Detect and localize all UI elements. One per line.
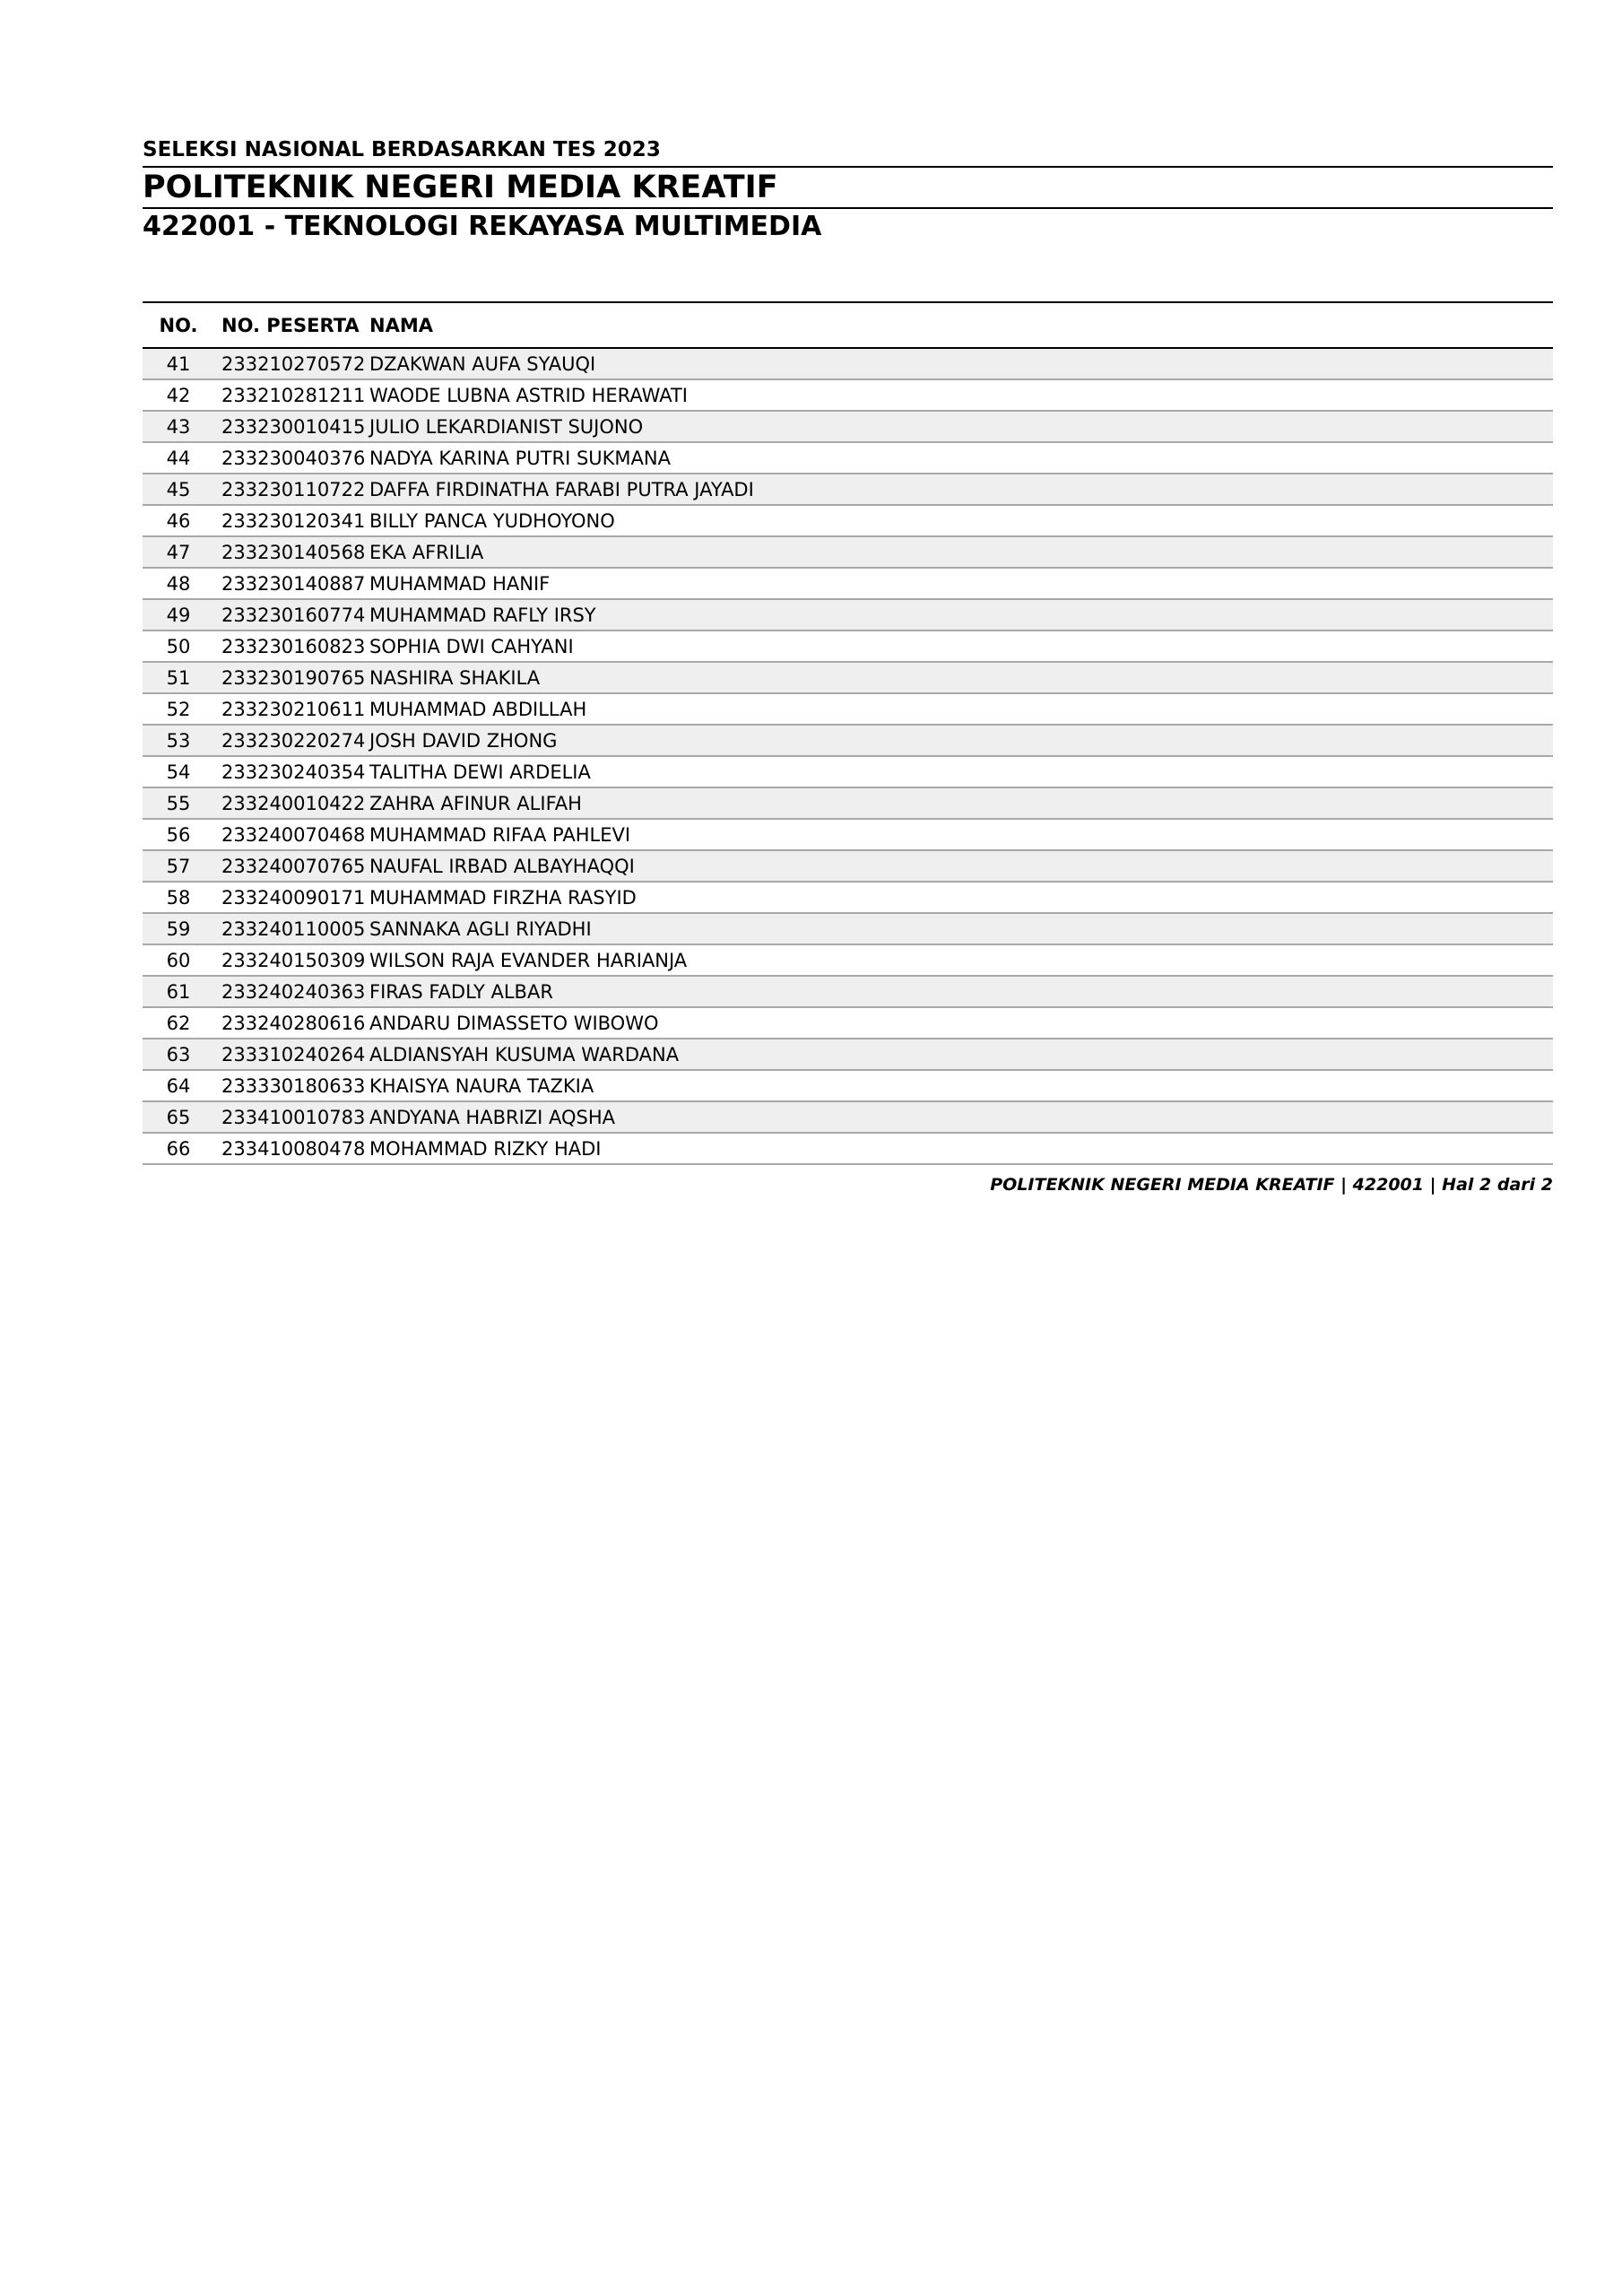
cell-peserta: 233210281211 <box>221 384 366 406</box>
table-row <box>143 600 1553 631</box>
cell-nama: MUHAMMAD FIRZHA RASYID <box>369 886 637 909</box>
cell-nama: MOHAMMAD RIZKY HADI <box>369 1137 602 1160</box>
cell-nama: NASHIRA SHAKILA <box>369 666 541 689</box>
cell-peserta: 233240110005 <box>221 918 366 940</box>
cell-no: 48 <box>166 572 191 595</box>
cell-peserta: 233240150309 <box>221 949 366 971</box>
cell-nama: ANDARU DIMASSETO WIBOWO <box>369 1012 659 1034</box>
cell-no: 42 <box>166 384 191 406</box>
cell-nama: ANDYANA HABRIZI AQSHA <box>369 1106 616 1128</box>
program-title: 422001 - TEKNOLOGI REKAYASA MULTIMEDIA <box>143 211 822 242</box>
table-row <box>143 726 1553 757</box>
cell-no: 65 <box>166 1106 191 1128</box>
cell-peserta: 233240010422 <box>221 792 366 814</box>
table-row <box>143 412 1553 443</box>
cell-peserta: 233410080478 <box>221 1137 366 1160</box>
cell-peserta: 233240090171 <box>221 886 366 909</box>
table-row <box>143 1134 1553 1165</box>
cell-peserta: 233230210611 <box>221 698 366 720</box>
cell-no: 64 <box>166 1074 191 1097</box>
cell-peserta: 233240280616 <box>221 1012 366 1034</box>
cell-peserta: 233230190765 <box>221 666 366 689</box>
cell-nama: MUHAMMAD HANIF <box>369 572 551 595</box>
cell-nama: JULIO LEKARDIANIST SUJONO <box>369 415 644 438</box>
cell-no: 44 <box>166 447 191 469</box>
table-body <box>143 349 1553 1165</box>
cell-peserta: 233230040376 <box>221 447 366 469</box>
cell-peserta: 233230010415 <box>221 415 366 438</box>
column-header-nama: NAMA <box>369 314 433 336</box>
cell-peserta: 233210270572 <box>221 352 366 375</box>
cell-no: 55 <box>166 792 191 814</box>
cell-nama: DZAKWAN AUFA SYAUQI <box>369 352 596 375</box>
table-row <box>143 1008 1553 1039</box>
cell-nama: NAUFAL IRBAD ALBAYHAQQI <box>369 855 635 877</box>
table-row <box>143 663 1553 694</box>
table-row <box>143 945 1553 977</box>
table-row <box>143 380 1553 412</box>
cell-no: 57 <box>166 855 191 877</box>
cell-nama: TALITHA DEWI ARDELIA <box>369 761 591 783</box>
cell-peserta: 233240070468 <box>221 823 366 846</box>
cell-nama: DAFFA FIRDINATHA FARABI PUTRA JAYADI <box>369 478 754 500</box>
cell-peserta: 233230160774 <box>221 604 366 626</box>
column-header-no: NO. <box>159 314 198 336</box>
cell-no: 47 <box>166 541 191 563</box>
cell-peserta: 233410010783 <box>221 1106 366 1128</box>
cell-peserta: 233230240354 <box>221 761 366 783</box>
page-footer: POLITEKNIK NEGERI MEDIA KREATIF | 422001 | Hal 2 dari 2 <box>990 1175 1553 1195</box>
cell-no: 41 <box>166 352 191 375</box>
cell-nama: SOPHIA DWI CAHYANI <box>369 635 574 657</box>
cell-nama: MUHAMMAD RIFAA PAHLEVI <box>369 823 631 846</box>
cell-nama: SANNAKA AGLI RIYADHI <box>369 918 592 940</box>
cell-nama: MUHAMMAD RAFLY IRSY <box>369 604 596 626</box>
cell-peserta: 233310240264 <box>221 1043 366 1065</box>
table-row <box>143 631 1553 663</box>
cell-peserta: 233240240363 <box>221 980 366 1003</box>
table-row <box>143 474 1553 506</box>
cell-no: 66 <box>166 1137 191 1160</box>
cell-nama: EKA AFRILIA <box>369 541 484 563</box>
cell-no: 54 <box>166 761 191 783</box>
cell-no: 53 <box>166 729 191 752</box>
cell-nama: BILLY PANCA YUDHOYONO <box>369 509 615 532</box>
table-row <box>143 1039 1553 1071</box>
cell-no: 60 <box>166 949 191 971</box>
cell-nama: ALDIANSYAH KUSUMA WARDANA <box>369 1043 680 1065</box>
table-row <box>143 788 1553 820</box>
table-row <box>143 977 1553 1008</box>
table-row <box>143 757 1553 788</box>
cell-peserta: 233230160823 <box>221 635 366 657</box>
table-row <box>143 1071 1553 1102</box>
table-row <box>143 883 1553 914</box>
cell-nama: MUHAMMAD ABDILLAH <box>369 698 587 720</box>
table-row <box>143 694 1553 726</box>
event-title: SELEKSI NASIONAL BERDASARKAN TES 2023 <box>143 135 1553 168</box>
cell-no: 58 <box>166 886 191 909</box>
cell-no: 45 <box>166 478 191 500</box>
table-row <box>143 569 1553 600</box>
cell-peserta: 233330180633 <box>221 1074 366 1097</box>
cell-no: 56 <box>166 823 191 846</box>
table-row <box>143 1102 1553 1134</box>
cell-nama: JOSH DAVID ZHONG <box>369 729 558 752</box>
participant-table <box>143 301 1553 1165</box>
table-row <box>143 851 1553 883</box>
cell-no: 52 <box>166 698 191 720</box>
document-page <box>143 135 1553 1196</box>
table-row <box>143 820 1553 851</box>
table-row <box>143 914 1553 945</box>
table-row <box>143 506 1553 537</box>
cell-no: 61 <box>166 980 191 1003</box>
cell-no: 49 <box>166 604 191 626</box>
institution-title: POLITEKNIK NEGERI MEDIA KREATIF <box>143 168 1553 209</box>
cell-nama: NADYA KARINA PUTRI SUKMANA <box>369 447 671 469</box>
column-header-peserta: NO. PESERTA <box>221 314 360 336</box>
table-row <box>143 349 1553 380</box>
cell-peserta: 233230120341 <box>221 509 366 532</box>
cell-no: 62 <box>166 1012 191 1034</box>
cell-nama: KHAISYA NAURA TAZKIA <box>369 1074 594 1097</box>
cell-nama: WILSON RAJA EVANDER HARIANJA <box>369 949 688 971</box>
cell-peserta: 233240070765 <box>221 855 366 877</box>
cell-no: 59 <box>166 918 191 940</box>
cell-nama: FIRAS FADLY ALBAR <box>369 980 553 1003</box>
table-row <box>143 443 1553 474</box>
cell-peserta: 233230140887 <box>221 572 366 595</box>
table-header <box>143 303 1553 349</box>
table-row <box>143 537 1553 569</box>
cell-nama: WAODE LUBNA ASTRID HERAWATI <box>369 384 688 406</box>
cell-no: 46 <box>166 509 191 532</box>
cell-peserta: 233230110722 <box>221 478 366 500</box>
cell-no: 51 <box>166 666 191 689</box>
cell-nama: ZAHRA AFINUR ALIFAH <box>369 792 582 814</box>
cell-no: 63 <box>166 1043 191 1065</box>
cell-peserta: 233230140568 <box>221 541 366 563</box>
cell-peserta: 233230220274 <box>221 729 366 752</box>
cell-no: 43 <box>166 415 191 438</box>
cell-no: 50 <box>166 635 191 657</box>
